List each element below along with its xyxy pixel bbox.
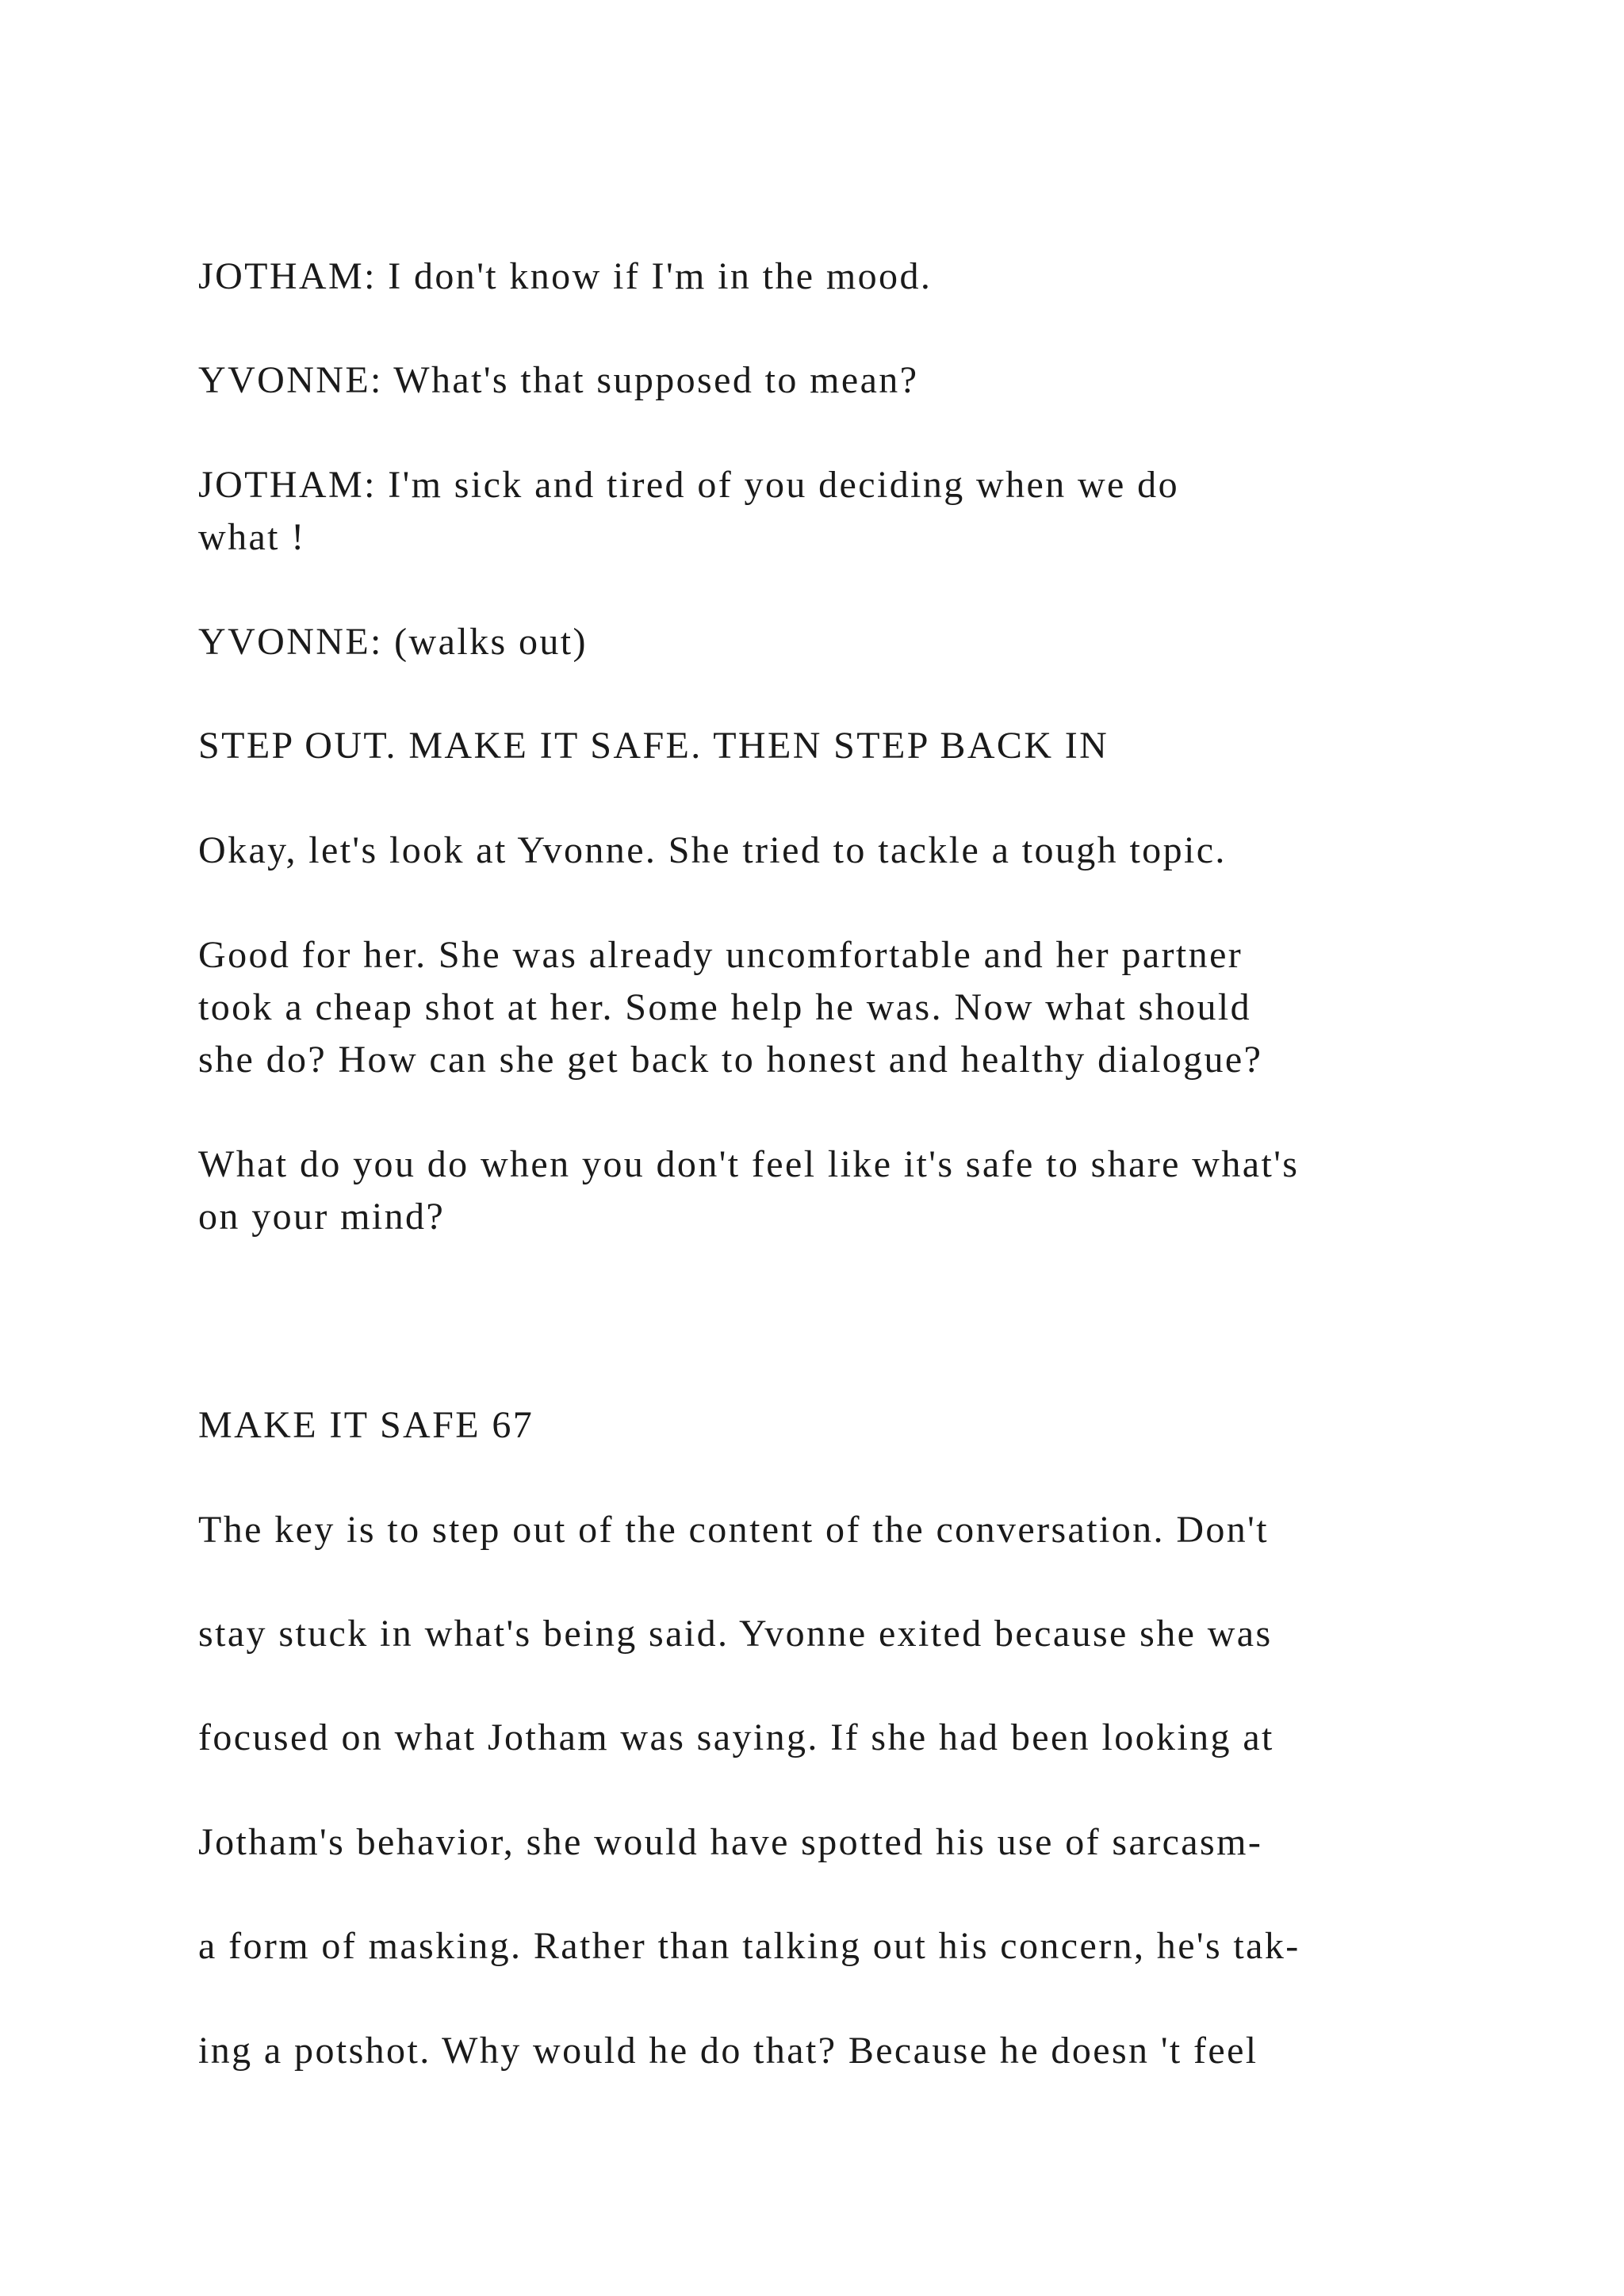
paragraph-line: Okay, let's look at Yvonne. She tried to tackle a tough topic. <box>198 829 1227 871</box>
paragraph-line: Jotham's behavior, she would have spotted his use of sarcasm- <box>198 1821 1263 1863</box>
paragraph-line: What do you do when you don't feel like it's safe to share what's <box>198 1143 1300 1185</box>
dialogue-line-yvonne-2: YVONNE: (walks out) <box>198 621 588 663</box>
paragraph-line: The key is to step out of the content of the conversation. Don't <box>198 1509 1269 1551</box>
dialogue-line-yvonne-1: YVONNE: What's that supposed to mean? <box>198 359 919 401</box>
dialogue-line-jotham-2-cont: what ! <box>198 516 306 558</box>
dialogue-line-jotham-2: JOTHAM: I'm sick and tired of you deciding when we do <box>198 464 1179 506</box>
paragraph-line: a form of masking. Rather than talking out his concern, he's tak- <box>198 1925 1300 1967</box>
paragraph-line: Good for her. She was already uncomfortable and her partner <box>198 934 1243 976</box>
paragraph-line: she do? How can she get back to honest and healthy dialogue? <box>198 1039 1263 1081</box>
section-heading: STEP OUT. MAKE IT SAFE. THEN STEP BACK IN <box>198 725 1109 767</box>
paragraph-line: ing a potshot. Why would he do that? Because he doesn 't feel <box>198 2030 1258 2072</box>
paragraph-line: focused on what Jotham was saying. If she had been looking at <box>198 1716 1274 1758</box>
page-header: MAKE IT SAFE 67 <box>198 1404 534 1446</box>
dialogue-line-jotham-1: JOTHAM: I don't know if I'm in the mood. <box>198 255 933 297</box>
paragraph-line: on your mind? <box>198 1196 446 1238</box>
paragraph-line: took a cheap shot at her. Some help he was. Now what should <box>198 986 1252 1028</box>
paragraph-line: stay stuck in what's being said. Yvonne exited because she was <box>198 1613 1273 1655</box>
